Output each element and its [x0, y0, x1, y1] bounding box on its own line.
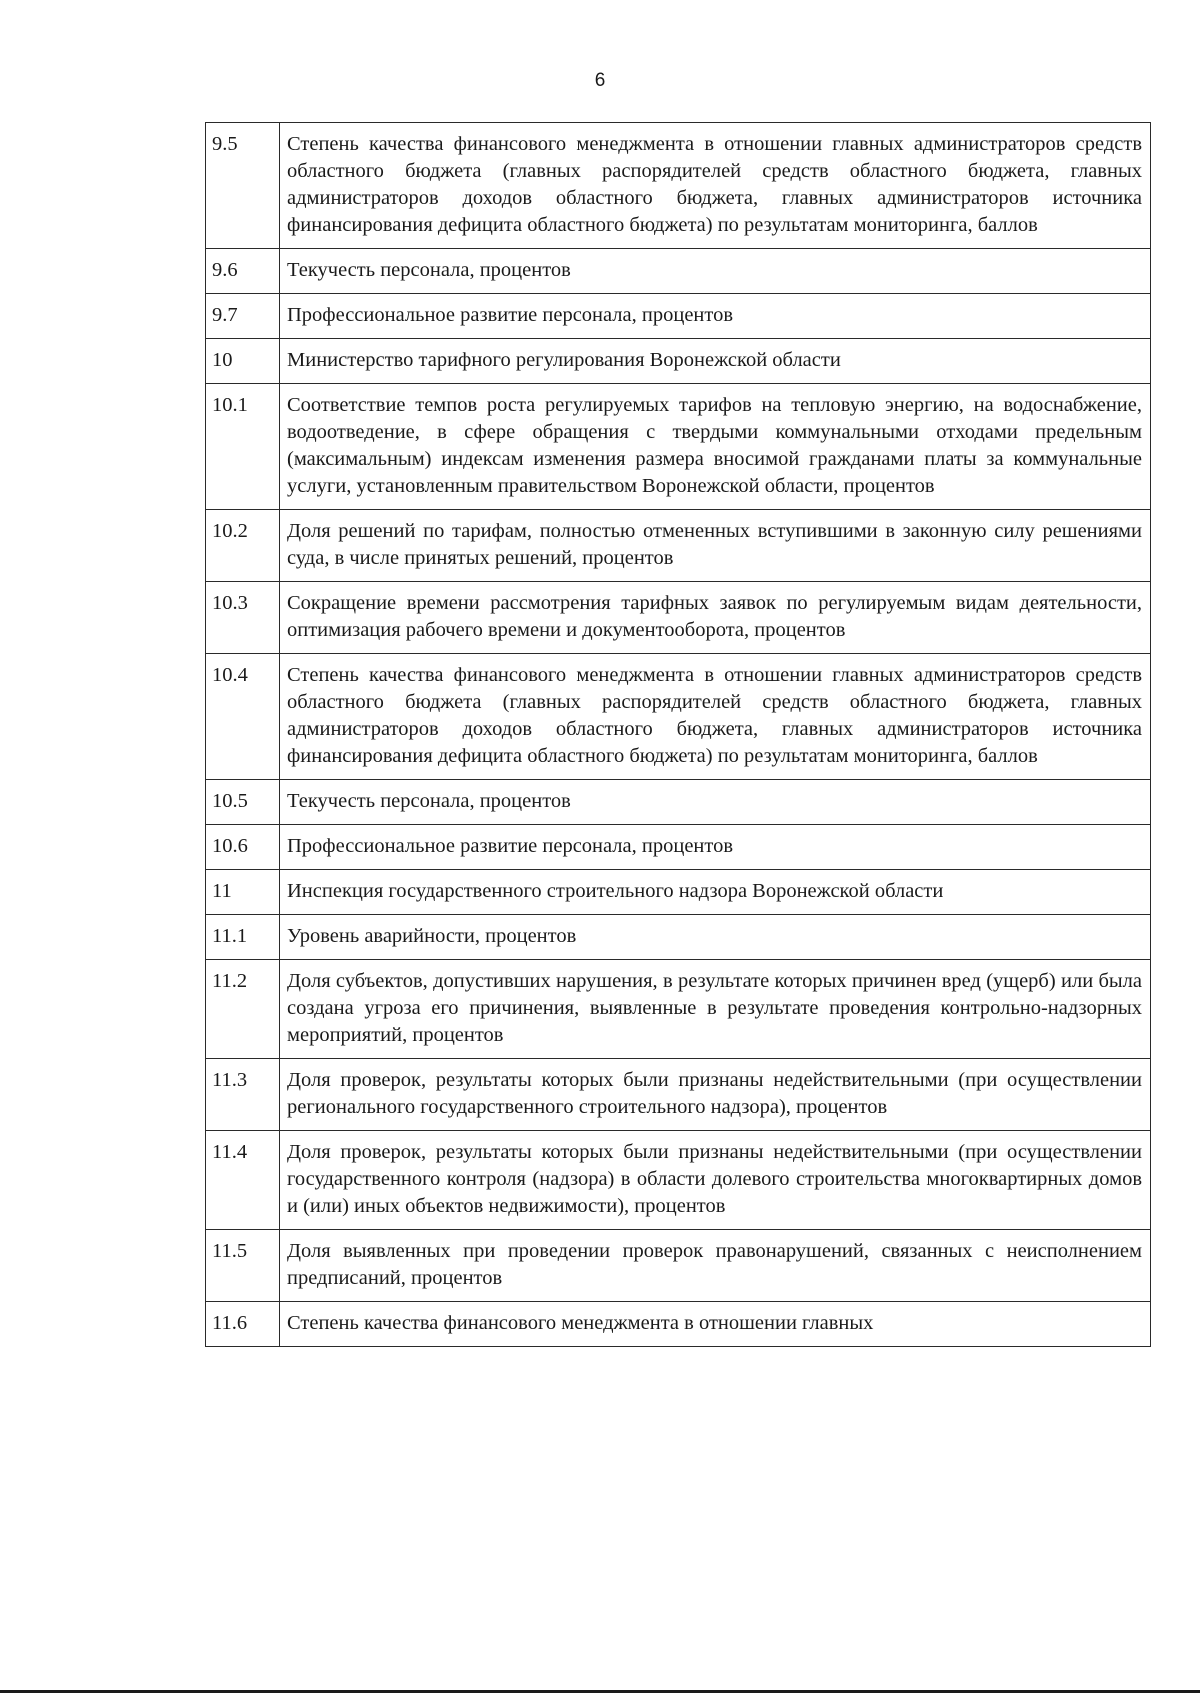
table-row: [206, 582, 1151, 654]
table-row: [206, 1059, 1151, 1131]
row-description: Доля решений по тарифам, полностью отмененных вступившими в законную силу решениями суда, в числе принятых решений, процентов: [280, 510, 1151, 582]
row-description: Текучесть персонала, процентов: [280, 780, 1151, 825]
row-description: Доля проверок, результаты которых были признаны недействительными (при осуществлении государственного контроля (надзора) в области долевого строительства многоквартирных домов и (или) иных объектов недвижимости), процентов: [280, 1131, 1151, 1230]
page-number: 6: [594, 70, 606, 91]
table-row: [206, 294, 1151, 339]
row-description: Профессиональное развитие персонала, процентов: [280, 825, 1151, 870]
indicators-table: [205, 122, 1151, 1347]
row-number: 11.2: [206, 960, 280, 1059]
row-description: Уровень аварийности, процентов: [280, 915, 1151, 960]
table-row: [206, 339, 1151, 384]
table-row: [206, 960, 1151, 1059]
row-description: Степень качества финансового менеджмента в отношении главных администраторов средств областного бюджета (главных распорядителей средств областного бюджета, главных администраторов доходов областного бюджета, главных администраторов источника финансирования дефицита областного бюджета) по результатам мониторинга, баллов: [280, 654, 1151, 780]
row-description: Текучесть персонала, процентов: [280, 249, 1151, 294]
table-row: [206, 384, 1151, 510]
row-number: 11.4: [206, 1131, 280, 1230]
indicators-table-body: [206, 123, 1151, 1347]
table-row: [206, 654, 1151, 780]
row-description: Степень качества финансового менеджмента в отношении главных администраторов средств областного бюджета (главных распорядителей средств областного бюджета, главных администраторов доходов областного бюджета, главных администраторов источника финансирования дефицита областного бюджета) по результатам мониторинга, баллов: [280, 123, 1151, 249]
row-number: 11.1: [206, 915, 280, 960]
table-row: [206, 870, 1151, 915]
indicators-table-container: [205, 122, 1150, 1347]
row-description: Инспекция государственного строительного надзора Воронежской области: [280, 870, 1151, 915]
table-row: [206, 123, 1151, 249]
row-number: 9.6: [206, 249, 280, 294]
row-number: 9.5: [206, 123, 280, 249]
row-number: 10.1: [206, 384, 280, 510]
row-number: 11.6: [206, 1302, 280, 1347]
table-row: [206, 1230, 1151, 1302]
row-number: 11.5: [206, 1230, 280, 1302]
row-description: Сокращение времени рассмотрения тарифных заявок по регулируемым видам деятельности, оптимизация рабочего времени и документооборота, процентов: [280, 582, 1151, 654]
row-number: 10.2: [206, 510, 280, 582]
row-number: 10.5: [206, 780, 280, 825]
row-description: Доля субъектов, допустивших нарушения, в результате которых причинен вред (ущерб) или была создана угроза его причинения, выявленные в результате проведения контрольно-надзорных мероприятий, процентов: [280, 960, 1151, 1059]
table-row: [206, 915, 1151, 960]
row-description: Министерство тарифного регулирования Воронежской области: [280, 339, 1151, 384]
row-number: 10.3: [206, 582, 280, 654]
row-number: 11.3: [206, 1059, 280, 1131]
row-number: 9.7: [206, 294, 280, 339]
bottom-edge-rule: [0, 1690, 1200, 1693]
row-number: 10.6: [206, 825, 280, 870]
table-row: [206, 249, 1151, 294]
table-row: [206, 510, 1151, 582]
row-number: 11: [206, 870, 280, 915]
row-number: 10: [206, 339, 280, 384]
table-row: [206, 1131, 1151, 1230]
row-description: Степень качества финансового менеджмента в отношении главных: [280, 1302, 1151, 1347]
table-row: [206, 780, 1151, 825]
table-row: [206, 1302, 1151, 1347]
row-description: Доля проверок, результаты которых были признаны недействительными (при осуществлении регионального государственного строительного надзора), процентов: [280, 1059, 1151, 1131]
row-description: Доля выявленных при проведении проверок правонарушений, связанных с неисполнением предписаний, процентов: [280, 1230, 1151, 1302]
row-description: Профессиональное развитие персонала, процентов: [280, 294, 1151, 339]
table-row: [206, 825, 1151, 870]
row-description: Соответствие темпов роста регулируемых тарифов на тепловую энергию, на водоснабжение, водоотведение, в сфере обращения с твердыми коммунальными отходами предельным (максимальным) индексам изменения размера вносимой гражданами платы за коммунальные услуги, установленным правительством Воронежской области, процентов: [280, 384, 1151, 510]
row-number: 10.4: [206, 654, 280, 780]
